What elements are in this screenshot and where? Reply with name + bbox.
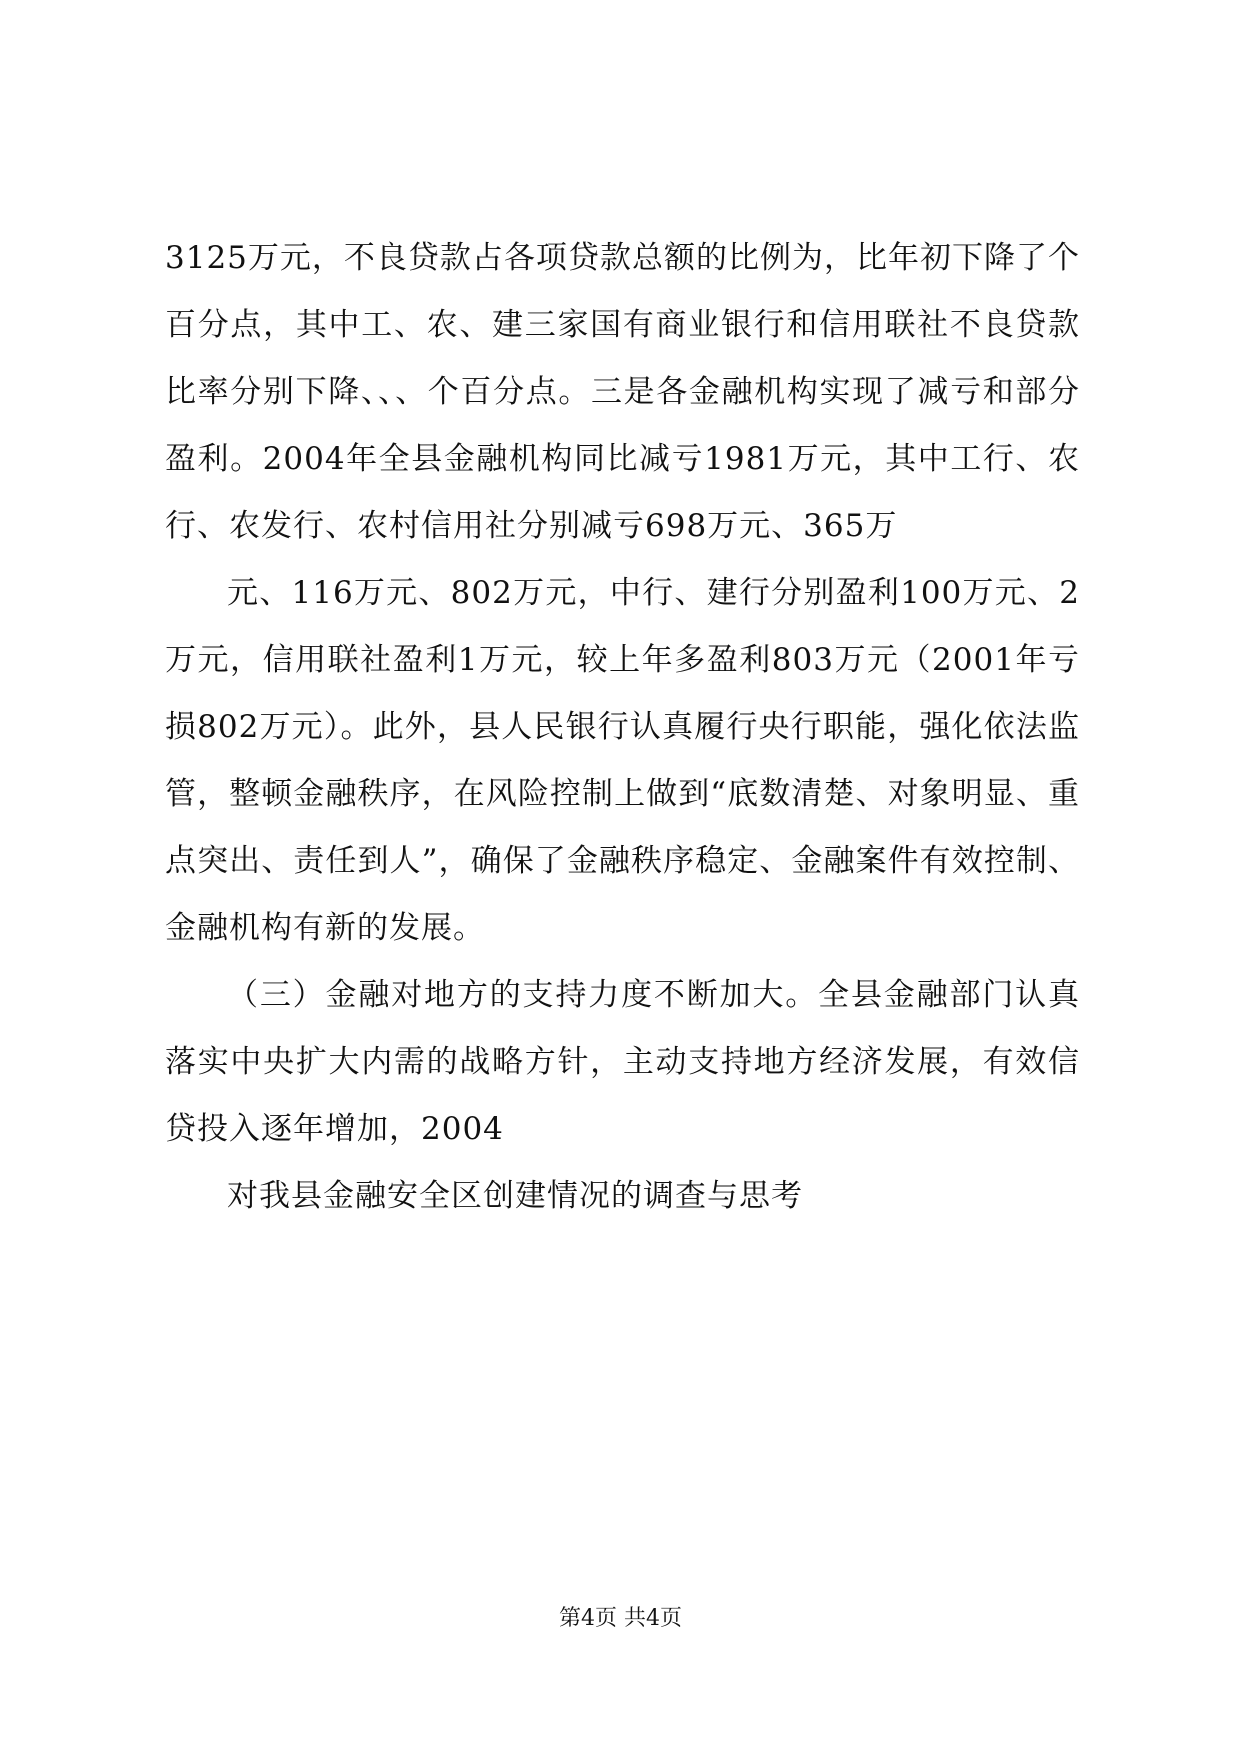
paragraph-title-line: 对我县金融安全区创建情况的调查与思考 — [227, 1178, 803, 1214]
page-footer: 第4页 共4页 — [559, 1606, 682, 1631]
paragraph-continuation: 3125万元，不良贷款占各项贷款总额的比例为，比年初下降了个百分点，其中工、农、建三家国有商业银行和信用联社不良贷款比率分别下降、、、个百分点。三是各金融机构实现了减亏和部分盈利。2004年全县金融机构同比减亏1981万元，其中工行、农行、农发行、农村信用社分别减亏698万元、365万 — [165, 240, 1080, 544]
paragraph-support: （三）金融对地方的支持力度不断加大。全县金融部门认真落实中央扩大内需的战略方针，主动支持地方经济发展，有效信贷投入逐年增加，2004 — [165, 977, 1080, 1147]
document-body — [165, 225, 1080, 1230]
paragraph-profit: 元、116万元、802万元，中行、建行分别盈利100万元、2万元，信用联社盈利1万元，较上年多盈利803万元（2001年亏损802万元）。此外，县人民银行认真履行央行职能，强化依法监管，整顿金融秩序，在风险控制上做到“底数清楚、对象明显、重点突出、责任到人”，确保了金融秩序稳定、金融案件有效控制、金融机构有新的发展。 — [165, 575, 1080, 946]
